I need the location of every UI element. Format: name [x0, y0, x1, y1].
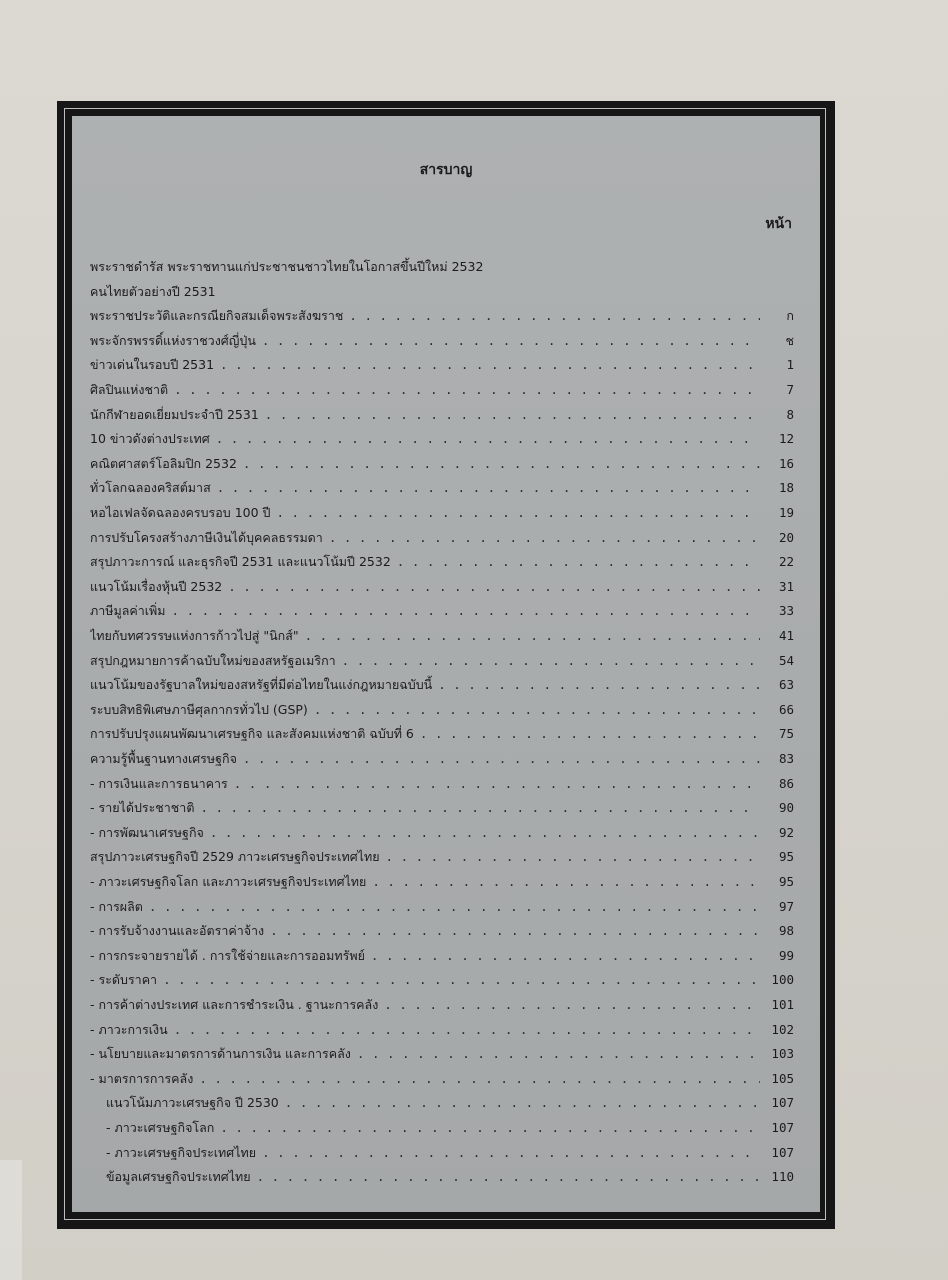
toc-entry-title: ระบบสิทธิพิเศษภาษีศุลกากรทั่วไป (GSP) — [90, 702, 308, 717]
toc-entry — [90, 499, 794, 521]
toc-entry — [90, 548, 794, 570]
toc-entry-title: - มาตรการการคลัง — [90, 1071, 194, 1086]
toc-entry-page: 98 — [778, 923, 794, 938]
toc-entry-title: สรุปภาวะการณ์ และธุรกิจปี 2531 และแนวโน้มปี 2532 — [90, 554, 391, 569]
toc-entry — [106, 1089, 794, 1111]
toc-entry-title: แนวโน้มภาวะเศรษฐกิจ ปี 2530 — [106, 1095, 279, 1110]
toc-entry — [106, 1163, 794, 1185]
toc-entry-page: 22 — [778, 554, 794, 569]
toc-leader-dots — [243, 456, 760, 472]
toc-leader-dots — [371, 948, 760, 964]
toc-entry-page: 86 — [778, 776, 794, 791]
toc-entry-title: พระจักรพรรดิ์แห่งราชวงศ์ญี่ปุ่น — [90, 333, 256, 348]
toc-entry — [90, 647, 794, 669]
toc-entry-page: 105 — [771, 1071, 794, 1086]
toc-entry — [90, 720, 794, 742]
toc-leader-dots — [314, 702, 760, 718]
contents-panel — [72, 116, 820, 1212]
toc-entry-page: 33 — [778, 603, 794, 618]
toc-leader-dots — [262, 1145, 760, 1161]
toc-entry — [90, 302, 794, 324]
toc-entry-page: 90 — [778, 800, 794, 815]
toc-leader-dots — [199, 1071, 760, 1087]
page-column-label: หน้า — [765, 216, 792, 232]
toc-entry-title: - ระดับราคา — [90, 972, 158, 987]
toc-entry — [90, 351, 794, 373]
toc-entry — [90, 893, 794, 915]
toc-entry-page: 100 — [771, 972, 794, 987]
toc-entry-page: 107 — [771, 1120, 794, 1135]
toc-entry — [90, 401, 794, 423]
page-title: สารบาญ — [419, 162, 473, 178]
toc-entry-page: 92 — [778, 825, 794, 840]
toc-entry — [90, 917, 794, 939]
toc-entry-title: พระราชประวัติและกรณียกิจสมเด็จพระสังฆราช — [90, 308, 344, 323]
toc-entry — [90, 1040, 794, 1062]
toc-entry-title: นักกีฬายอดเยี่ยมประจำปี 2531 — [90, 407, 259, 422]
toc-entry — [90, 966, 794, 988]
toc-entry-title: 10 ข่าวดังต่างประเทศ — [90, 431, 210, 446]
toc-entry-page: 7 — [786, 382, 794, 397]
toc-entry-page: 20 — [778, 530, 794, 545]
toc-entry-title: - การกระจายรายได้ . การใช้จ่ายและการออมทรัพย์ — [90, 948, 365, 963]
toc-entry — [90, 942, 794, 964]
toc-entry — [90, 327, 794, 349]
toc-leader-dots — [234, 776, 760, 792]
toc-leader-dots — [285, 1095, 760, 1111]
toc-entry-title: การปรับโครงสร้างภาษีเงินได้บุคคลธรรมดา — [90, 530, 323, 545]
toc-leader-dots — [329, 530, 760, 546]
toc-entry-title: - การค้าต่างประเทศ และการชำระเงิน . ฐานะการคลัง — [90, 997, 379, 1012]
toc-leader-dots — [228, 579, 760, 595]
toc-entry-page: 8 — [786, 407, 794, 422]
toc-entry-title: ข้อมูลเศรษฐกิจประเทศไทย — [106, 1169, 251, 1184]
toc-entry-page: 12 — [778, 431, 794, 446]
toc-entry-page: 75 — [778, 726, 794, 741]
toc-entry-title: - ภาวะเศรษฐกิจโลก และภาวะเศรษฐกิจประเทศไทย — [90, 874, 367, 889]
toc-entry-page: 107 — [771, 1095, 794, 1110]
toc-leader-dots — [220, 357, 760, 373]
toc-entry-title: - นโยบายและมาตรการด้านการเงิน และการคลัง — [90, 1046, 351, 1061]
toc-leader-dots — [174, 382, 760, 398]
toc-entry-page: 110 — [771, 1169, 794, 1184]
toc-entry-page: 101 — [771, 997, 794, 1012]
toc-entry-page: 107 — [771, 1145, 794, 1160]
toc-entry-title: ไทยกับทศวรรษแห่งการก้าวไปสู่ "นิกส์" — [90, 628, 299, 643]
toc-entry-page: 31 — [778, 579, 794, 594]
toc-leader-dots — [216, 431, 760, 447]
toc-entry — [106, 1139, 794, 1161]
toc-entry-page: 102 — [771, 1022, 794, 1037]
toc-entry-page: 97 — [778, 899, 794, 914]
toc-leader-dots — [420, 726, 760, 742]
toc-leader-dots — [217, 480, 760, 496]
toc-entry — [106, 1114, 794, 1136]
toc-leader-dots — [265, 407, 760, 423]
toc-leader-dots — [200, 800, 760, 816]
toc-entry-title: - ภาวะเศรษฐกิจโลก — [106, 1120, 215, 1135]
toc-leader-dots — [220, 1120, 760, 1136]
toc-entry-title: พระราชดำรัส พระราชทานแก่ประชาชนชาวไทยในโอกาสขึ้นปีใหม่ 2532 — [90, 259, 484, 274]
toc-leader-dots — [372, 874, 760, 890]
toc-leader-dots — [243, 751, 760, 767]
toc-leader-dots — [438, 677, 760, 693]
toc-entry-title: คนไทยตัวอย่างปี 2531 — [90, 284, 216, 299]
toc-entry — [90, 278, 794, 300]
toc-entry — [90, 843, 794, 865]
toc-leader-dots — [149, 899, 760, 915]
toc-entry — [90, 991, 794, 1013]
toc-entry — [90, 745, 794, 767]
toc-leader-dots — [305, 628, 760, 644]
toc-entry — [90, 253, 794, 275]
toc-entry-title: แนวโน้มของรัฐบาลใหม่ของสหรัฐที่มีต่อไทยในแง่กฎหมายฉบับนี้ — [90, 677, 433, 692]
toc-leader-dots — [397, 554, 760, 570]
toc-entry-title: - รายได้ประชาชาติ — [90, 800, 195, 815]
toc-entry — [90, 794, 794, 816]
toc-leader-dots — [257, 1169, 760, 1185]
toc-leader-dots — [349, 308, 760, 324]
toc-entry-page: 19 — [778, 505, 794, 520]
toc-entry-page: 41 — [778, 628, 794, 643]
toc-entry — [90, 450, 794, 472]
toc-entry — [90, 524, 794, 546]
toc-entry-title: - ภาวะเศรษฐกิจประเทศไทย — [106, 1145, 257, 1160]
toc-entry-title: - การเงินและการธนาคาร — [90, 776, 228, 791]
toc-entry-page: 66 — [778, 702, 794, 717]
toc-entry — [90, 622, 794, 644]
toc-leader-dots — [386, 849, 760, 865]
toc-entry-title: ทั่วโลกฉลองคริสต์มาส — [90, 480, 211, 495]
toc-entry-page: ก — [786, 308, 794, 323]
toc-entry-title: - การรับจ้างงานและอัตราค่าจ้าง — [90, 923, 265, 938]
toc-entry-title: - การผลิต — [90, 899, 143, 914]
toc-entry-page: 99 — [778, 948, 794, 963]
toc-entry — [90, 671, 794, 693]
toc-entry-page: 95 — [778, 849, 794, 864]
toc-leader-dots — [172, 603, 760, 619]
toc-leader-dots — [174, 1022, 760, 1038]
toc-entry — [90, 474, 794, 496]
toc-entry — [90, 425, 794, 447]
toc-entry-title: ภาษีมูลค่าเพิ่ม — [90, 603, 166, 618]
toc-entry-page: 95 — [778, 874, 794, 889]
toc-leader-dots — [357, 1046, 760, 1062]
toc-entry-title: สรุปกฎหมายการค้าฉบับใหม่ของสหรัฐอเมริกา — [90, 653, 336, 668]
toc-entry — [90, 1065, 794, 1087]
toc-entry — [90, 819, 794, 841]
toc-entry-title: คณิตศาสตร์โอลิมปิก 2532 — [90, 456, 237, 471]
toc-entry-page: 16 — [778, 456, 794, 471]
toc-entry — [90, 597, 794, 619]
toc-leader-dots — [270, 923, 760, 939]
toc-entry-page: 63 — [778, 677, 794, 692]
toc-leader-dots — [210, 825, 760, 841]
toc-entry — [90, 696, 794, 718]
toc-entry-title: ศิลปินแห่งชาติ — [90, 382, 169, 397]
toc-entry-title: - ภาวะการเงิน — [90, 1022, 168, 1037]
toc-entry-page: ช — [785, 333, 794, 348]
toc-leader-dots — [276, 505, 760, 521]
toc-leader-dots — [163, 972, 760, 988]
toc-leader-dots — [342, 653, 760, 669]
toc-entry-page: 83 — [778, 751, 794, 766]
toc-entry — [90, 770, 794, 792]
toc-entry-title: การปรับปรุงแผนพัฒนาเศรษฐกิจ และสังคมแห่งชาติ ฉบับที่ 6 — [90, 726, 414, 741]
toc-leader-dots — [262, 333, 760, 349]
toc-entry-title: ความรู้พื้นฐานทางเศรษฐกิจ — [90, 751, 237, 766]
toc-entry-title: - การพัฒนาเศรษฐกิจ — [90, 825, 204, 840]
toc-entry — [90, 1016, 794, 1038]
toc-entry — [90, 573, 794, 595]
toc-entry-page: 1 — [786, 357, 794, 372]
tape-mark — [0, 1160, 22, 1280]
toc-entry-title: หอไอเฟลจัดฉลองครบรอบ 100 ปี — [90, 505, 271, 520]
toc-entry — [90, 868, 794, 890]
toc-entry-page: 18 — [778, 480, 794, 495]
toc-entry — [90, 376, 794, 398]
toc-entry-page: 54 — [778, 653, 794, 668]
toc-leader-dots — [384, 997, 760, 1013]
toc-entry-title: ข่าวเด่นในรอบปี 2531 — [90, 357, 215, 372]
toc-entry-title: สรุปภาวะเศรษฐกิจปี 2529 ภาวะเศรษฐกิจประเทศไทย — [90, 849, 380, 864]
toc-entry-page: 103 — [771, 1046, 794, 1061]
toc-entry-title: แนวโน้มเรื่องหุ้นปี 2532 — [90, 579, 223, 594]
